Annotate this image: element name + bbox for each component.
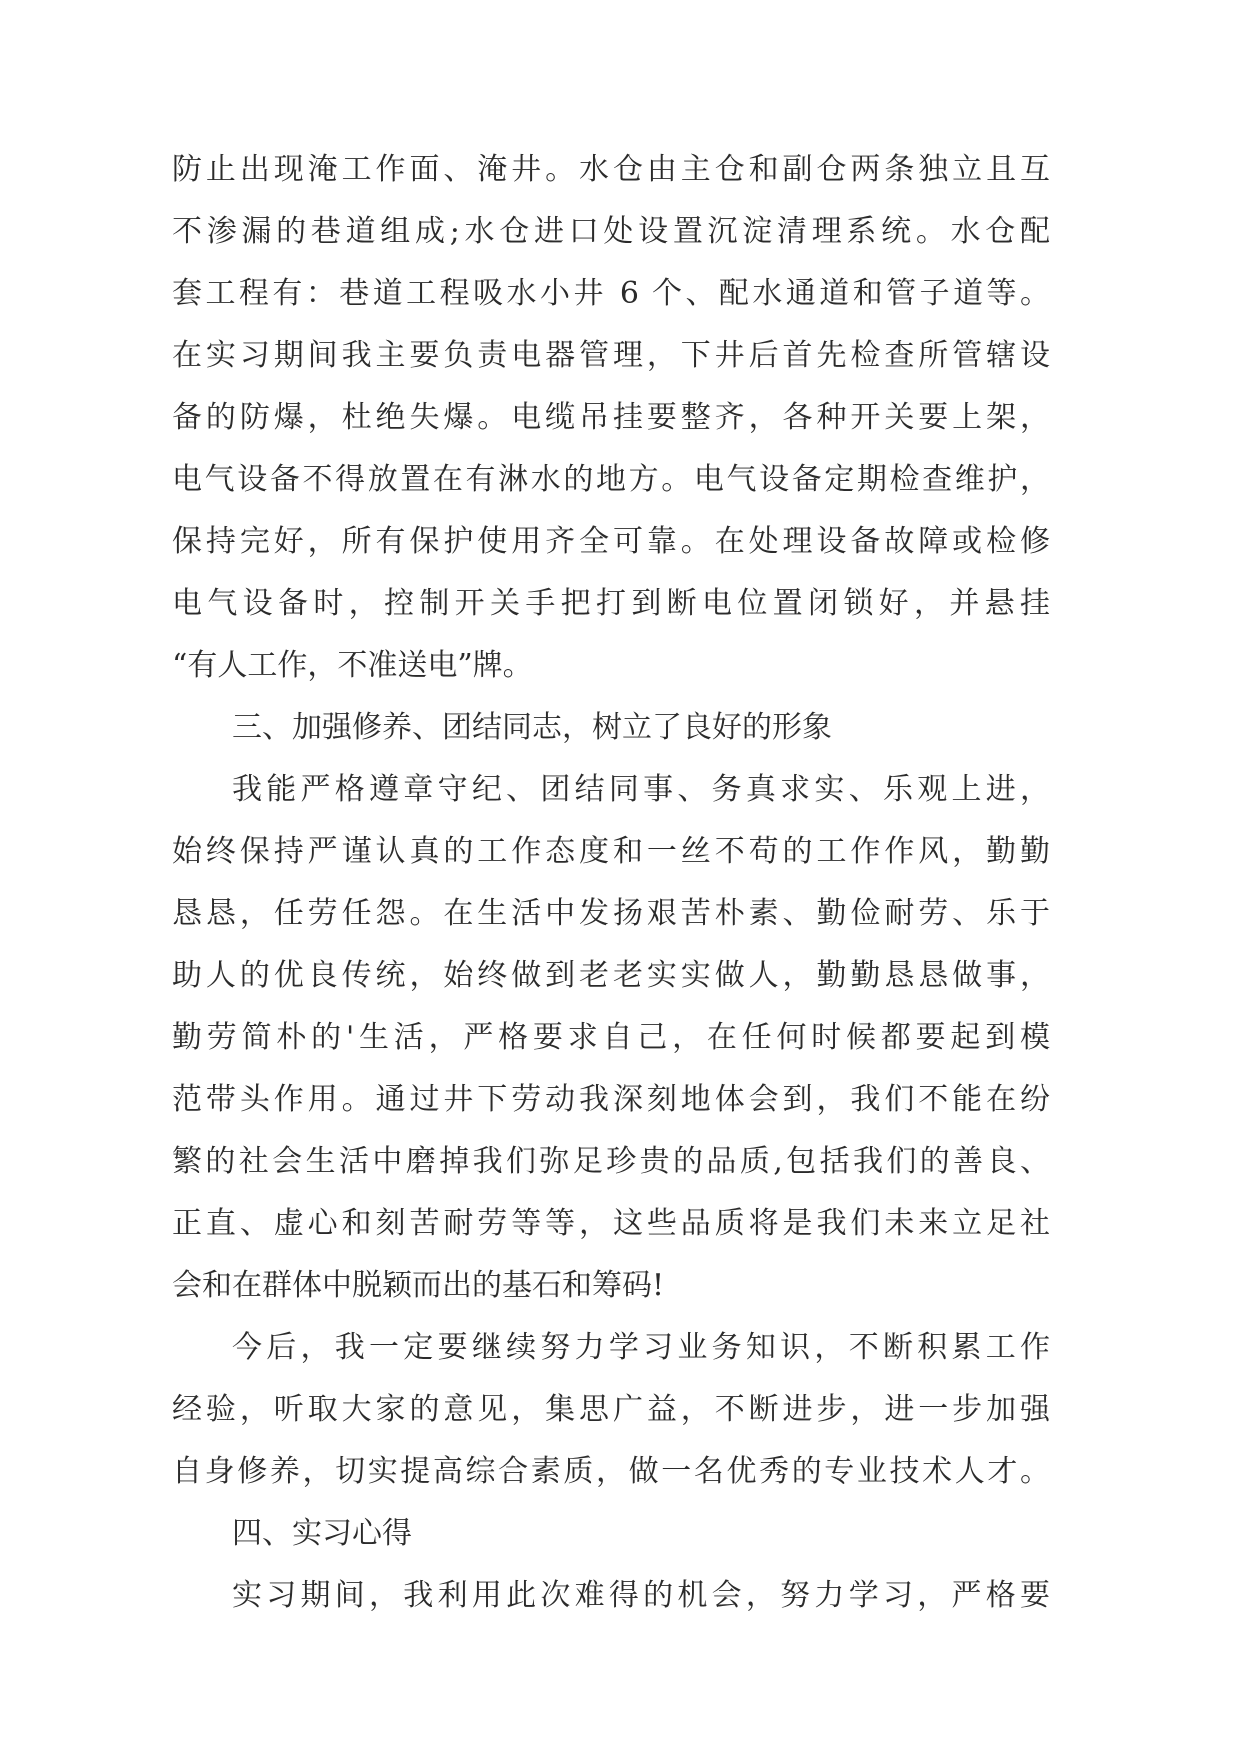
- text-line: 在实习期间我主要负责电器管理，下井后首先检查所管辖设: [172, 338, 1050, 373]
- text-line: 经验，听取大家的意见，集思广益，不断进步，进一步加强: [172, 1392, 1050, 1427]
- text-line: 始终保持严谨认真的工作态度和一丝不苟的工作作风，勤勤: [172, 834, 1050, 869]
- section-heading-4: [172, 1503, 1050, 1565]
- paragraph-continued: [172, 139, 1050, 697]
- paragraph-conduct: [172, 759, 1050, 1317]
- text-line: 恳恳，任劳任怨。在生活中发扬艰苦朴素、勤俭耐劳、乐于: [172, 896, 1050, 931]
- heading-text: 三、加强修养、团结同志，树立了良好的形象: [232, 710, 832, 745]
- section-heading-3: [172, 697, 1050, 759]
- text-line: 勤劳简朴的'生活，严格要求自己，在任何时候都要起到模: [172, 1020, 1050, 1055]
- text-line: 自身修养，切实提高综合素质，做一名优秀的专业技术人才。: [172, 1454, 1050, 1489]
- text-line: 助人的优良传统，始终做到老老实实做人，勤勤恳恳做事，: [172, 958, 1050, 993]
- text-line: 电气设备时，控制开关手把打到断电位置闭锁好，并悬挂: [172, 586, 1050, 621]
- text-line: 电气设备不得放置在有淋水的地方。电气设备定期检查维护，: [172, 462, 1050, 497]
- document-body: [172, 139, 1050, 1627]
- text-line: 实习期间，我利用此次难得的机会，努力学习，严格要: [232, 1578, 1050, 1613]
- text-line: 会和在群体中脱颖而出的基石和筹码!: [172, 1268, 665, 1303]
- text-line: 今后，我一定要继续努力学习业务知识，不断积累工作: [232, 1330, 1050, 1365]
- text-line: 我能严格遵章守纪、团结同事、务真求实、乐观上进，: [232, 772, 1050, 807]
- text-line: 不渗漏的巷道组成;水仓进口处设置沉淀清理系统。水仓配: [172, 214, 1050, 249]
- text-line: 备的防爆，杜绝失爆。电缆吊挂要整齐，各种开关要上架，: [172, 400, 1050, 435]
- text-line: 正直、虚心和刻苦耐劳等等，这些品质将是我们未来立足社: [172, 1206, 1050, 1241]
- text-line: “有人工作，不准送电”牌。: [172, 648, 533, 683]
- heading-text: 四、实习心得: [232, 1516, 412, 1551]
- text-line: 防止出现淹工作面、淹井。水仓由主仓和副仓两条独立且互: [172, 152, 1050, 187]
- paragraph-internship: [172, 1565, 1050, 1627]
- text-line: 繁的社会生活中磨掉我们弥足珍贵的品质,包括我们的善良、: [172, 1144, 1050, 1179]
- text-line: 保持完好，所有保护使用齐全可靠。在处理设备故障或检修: [172, 524, 1050, 559]
- paragraph-future: [172, 1317, 1050, 1503]
- text-line: 套工程有：巷道工程吸水小井 6 个、配水通道和管子道等。: [172, 276, 1050, 311]
- text-line: 范带头作用。通过井下劳动我深刻地体会到，我们不能在纷: [172, 1082, 1050, 1117]
